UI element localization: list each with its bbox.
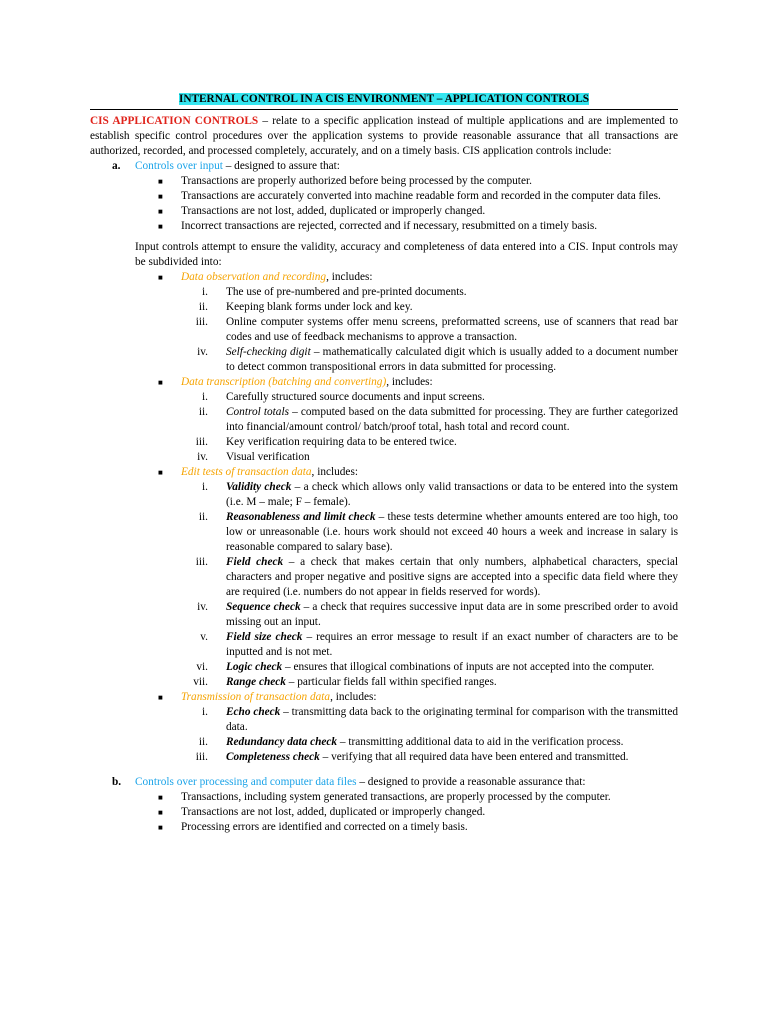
group-suffix: , includes: xyxy=(326,271,373,283)
item-term: Echo check xyxy=(226,706,281,718)
bullet-text: Transactions, including system generated transactions, are properly processed by the computer. xyxy=(181,791,611,803)
item-number: ii. xyxy=(198,301,208,313)
item-text: Carefully structured source documents and input screens. xyxy=(226,391,485,403)
item-text: Keeping blank forms under lock and key. xyxy=(226,301,413,313)
item-text: – transmitting additional data to aid in the verification process. xyxy=(337,736,624,748)
roman-list-item xyxy=(90,600,678,630)
group-title: Transmission of transaction data xyxy=(181,691,331,703)
roman-list xyxy=(90,285,678,375)
item-term: Control totals xyxy=(226,406,289,418)
item-term: Field size check xyxy=(226,631,303,643)
item-text: Visual verification xyxy=(226,451,310,463)
input-control-groups xyxy=(90,270,678,765)
group-title: Edit tests of transaction data xyxy=(181,466,312,478)
group-suffix: , includes: xyxy=(311,466,358,478)
square-bullet-icon: ■ xyxy=(158,468,163,477)
bullet-item xyxy=(90,820,678,835)
item-text: – particular fields fall within specified ranges. xyxy=(285,676,497,688)
item-text: The use of pre-numbered and pre-printed documents. xyxy=(226,286,467,298)
section-a-label: a. xyxy=(112,160,121,172)
bullet-item xyxy=(90,219,678,234)
bullet-text: Incorrect transactions are rejected, corrected and if necessary, resubmitted on a timely basis. xyxy=(181,220,598,232)
item-text: Key verification requiring data to be entered twice. xyxy=(226,436,457,448)
item-number: iii. xyxy=(195,436,208,448)
item-text: – requires an error message to result if an exact number of characters are to be inputted and is not met. xyxy=(226,631,678,658)
control-group-heading xyxy=(90,375,678,390)
square-bullet-icon: ■ xyxy=(158,207,163,216)
item-term: Range check xyxy=(226,676,286,688)
item-text: – a check which allows only valid transactions or data to be entered into the system (i.e. M – male; F – female). xyxy=(226,481,678,508)
bullet-item xyxy=(90,174,678,189)
item-text: – mathematically calculated digit which is usually added to a document number to detect common transpositional errors in data submitted for processing. xyxy=(226,346,678,373)
input-controls-paragraph: Input controls attempt to ensure the validity, accuracy and completeness of data entered into a CIS. Input controls may be subdivided into: xyxy=(135,241,678,268)
control-group-heading xyxy=(90,465,678,480)
intro-paragraph xyxy=(90,114,678,159)
section-a-title: Controls over input xyxy=(135,160,223,172)
item-term: Reasonableness and limit check xyxy=(226,511,376,523)
roman-list-item xyxy=(90,405,678,435)
item-number: i. xyxy=(202,481,208,493)
item-number: ii. xyxy=(198,406,208,418)
item-number: iv. xyxy=(197,601,208,613)
item-text: Online computer systems offer menu screens, preformatted screens, use of scanners that read bar codes and use of feedback mechanisms to approve a transaction. xyxy=(226,316,678,343)
square-bullet-icon: ■ xyxy=(158,378,163,387)
roman-list-item xyxy=(90,345,678,375)
bullet-text: Transactions are properly authorized before being processed by the computer. xyxy=(181,175,532,187)
square-bullet-icon: ■ xyxy=(158,192,163,201)
control-group xyxy=(90,690,678,705)
item-text: – these tests determine whether amounts entered are too high, too low or unreasonable (i.e. hours work should not exceed 40 hours a week and increase in salary is reasonable compared to salary base). xyxy=(226,511,678,553)
item-term: Redundancy data check xyxy=(226,736,338,748)
group-title: Data transcription (batching and converting) xyxy=(181,376,387,388)
section-b-bullets xyxy=(90,790,678,835)
section-b-heading xyxy=(90,775,678,790)
roman-list-item xyxy=(90,450,678,465)
roman-list-item xyxy=(90,675,678,690)
item-term: Validity check xyxy=(226,481,292,493)
control-group xyxy=(90,375,678,390)
bullet-item xyxy=(90,189,678,204)
item-number: ii. xyxy=(198,736,208,748)
item-text: – ensures that illogical combinations of inputs are not accepted into the computer. xyxy=(282,661,655,673)
square-bullet-icon: ■ xyxy=(158,808,163,817)
bullet-text: Transactions are accurately converted into machine readable form and recorded in the computer data files. xyxy=(181,190,661,202)
section-a-heading xyxy=(90,159,678,174)
bullet-text: Transactions are not lost, added, duplicated or improperly changed. xyxy=(181,205,486,217)
roman-list-item xyxy=(90,705,678,735)
section-b-title: Controls over processing and computer data files xyxy=(135,776,357,788)
square-bullet-icon: ■ xyxy=(158,823,163,832)
item-term: Self-checking digit xyxy=(226,346,311,358)
bullet-item xyxy=(90,805,678,820)
item-number: vi. xyxy=(196,661,208,673)
group-suffix: , includes: xyxy=(330,691,377,703)
page-title: INTERNAL CONTROL IN A CIS ENVIRONMENT – APPLICATION CONTROLS xyxy=(178,93,590,105)
roman-list-item xyxy=(90,660,678,675)
item-number: i. xyxy=(202,391,208,403)
item-number: vii. xyxy=(193,676,208,688)
roman-list-item xyxy=(90,735,678,750)
bullet-text: Processing errors are identified and corrected on a timely basis. xyxy=(181,821,468,833)
intro-term: CIS APPLICATION CONTROLS xyxy=(90,115,259,127)
item-term: Sequence check xyxy=(226,601,301,613)
item-number: ii. xyxy=(198,511,208,523)
item-term: Completeness check xyxy=(226,751,320,763)
item-number: v. xyxy=(200,631,208,643)
item-number: i. xyxy=(202,286,208,298)
group-title: Data observation and recording xyxy=(181,271,327,283)
roman-list-item xyxy=(90,750,678,765)
roman-list-item xyxy=(90,435,678,450)
roman-list-item xyxy=(90,480,678,510)
roman-list-item xyxy=(90,630,678,660)
control-group-heading xyxy=(90,270,678,285)
item-term: Field check xyxy=(226,556,284,568)
square-bullet-icon: ■ xyxy=(158,693,163,702)
title-rule xyxy=(90,109,678,110)
item-number: iii. xyxy=(195,556,208,568)
roman-list-item xyxy=(90,390,678,405)
control-group xyxy=(90,270,678,285)
roman-list-item xyxy=(90,300,678,315)
group-suffix: , includes: xyxy=(386,376,433,388)
bullet-item xyxy=(90,790,678,805)
item-text: – a check that requires successive input data are in some prescribed order to avoid missing out an input. xyxy=(226,601,678,628)
roman-list-item xyxy=(90,315,678,345)
roman-list xyxy=(90,390,678,465)
roman-list xyxy=(90,480,678,690)
item-text: – a check that makes certain that only numbers, alphabetical characters, special characters and proper negative and positive signs are accepted into a specific data field where they are required (i.e. numbers do not appear in fields reserved for words). xyxy=(226,556,678,598)
item-text: – verifying that all required data have been entered and transmitted. xyxy=(319,751,629,763)
section-b-label: b. xyxy=(112,776,122,788)
roman-list-item xyxy=(90,555,678,600)
section-a-text: – designed to assure that: xyxy=(222,160,340,172)
item-number: iv. xyxy=(197,346,208,358)
roman-list-item xyxy=(90,510,678,555)
section-a-bullets xyxy=(90,174,678,234)
square-bullet-icon: ■ xyxy=(158,177,163,186)
intro-text: – relate to a specific application instead of multiple applications and are implemented to establish specific control procedures over the application systems to provide reasonable assurance that all transactions are authorized, recorded, and processed completely, accurately, and on a timely basis. CIS application controls include: xyxy=(90,115,679,157)
roman-list xyxy=(90,705,678,765)
document-page xyxy=(90,92,678,835)
control-group xyxy=(90,465,678,480)
item-number: iii. xyxy=(195,751,208,763)
bullet-item xyxy=(90,204,678,219)
item-term: Logic check xyxy=(226,661,283,673)
item-text: – transmitting data back to the originating terminal for comparison with the transmitted data. xyxy=(226,706,678,733)
item-text: – computed based on the data submitted for processing. They are further categorized into financial/amount control/ batch/proof total, hash total and record count. xyxy=(226,406,678,433)
control-group-heading xyxy=(90,690,678,705)
bullet-text: Transactions are not lost, added, duplicated or improperly changed. xyxy=(181,806,486,818)
roman-list-item xyxy=(90,285,678,300)
square-bullet-icon: ■ xyxy=(158,222,163,231)
square-bullet-icon: ■ xyxy=(158,793,163,802)
square-bullet-icon: ■ xyxy=(158,273,163,282)
section-b-text: – designed to provide a reasonable assurance that: xyxy=(356,776,586,788)
item-number: iv. xyxy=(197,451,208,463)
item-number: i. xyxy=(202,706,208,718)
item-number: iii. xyxy=(195,316,208,328)
